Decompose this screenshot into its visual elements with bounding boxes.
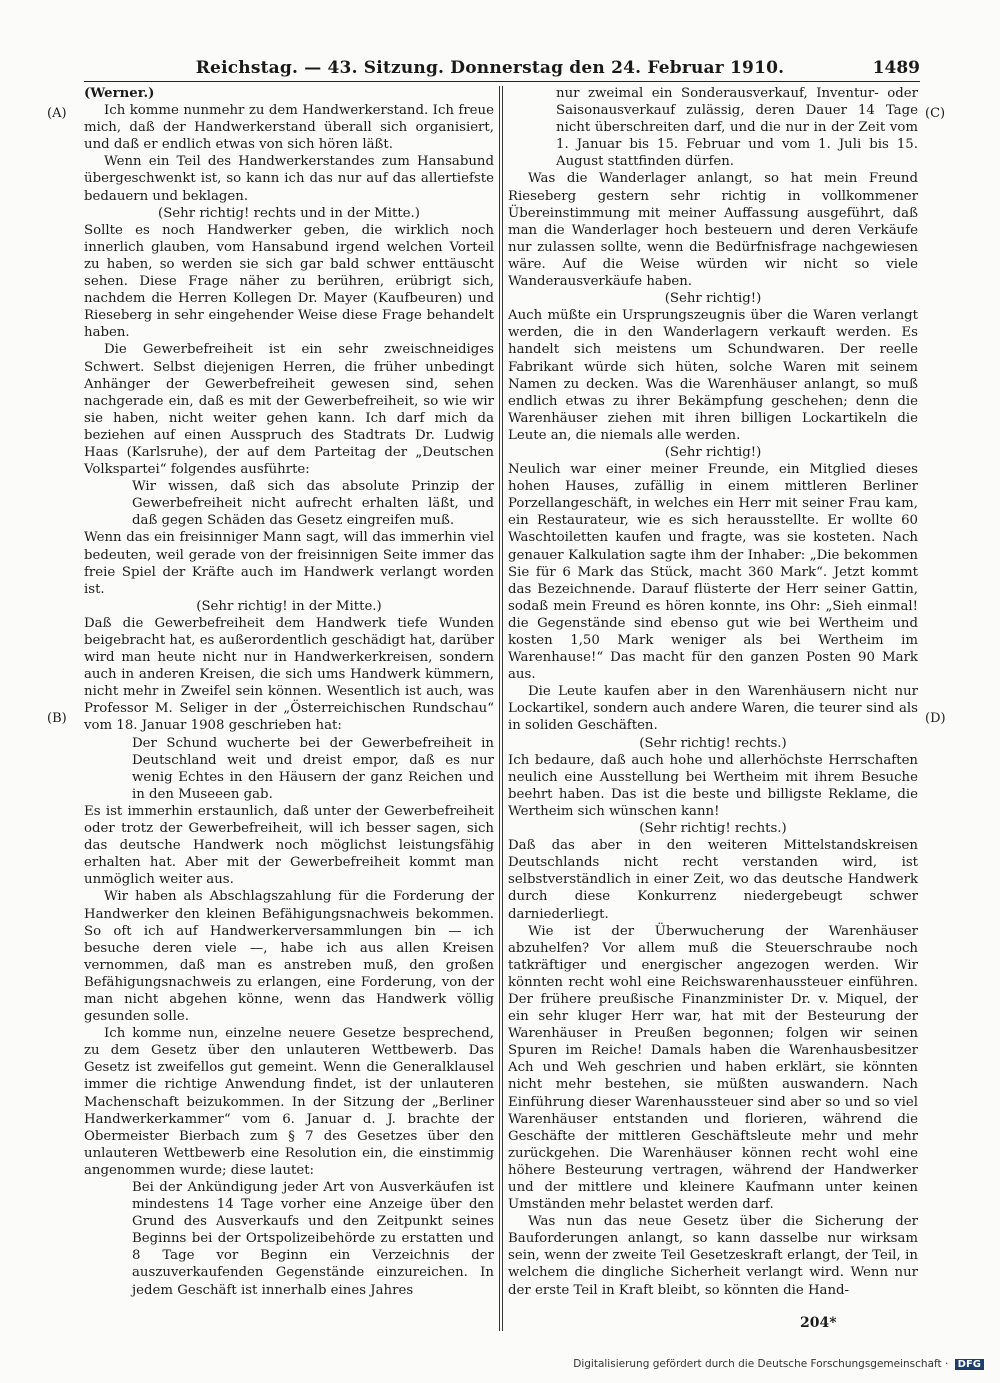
paragraph: Auch müßte ein Ursprungszeugnis über die Waren verlangt werden, die in den Wanderlagern verkauft werden. Es handelt sich meistens um Schundwaren. Der reelle Fabrikant würde sich hüten, solche Waren mit seinem Namen zu decken. Was die Warenhäuser anlangt, so muß endlich etwas zu ihrer Bekämpfung geschehen; denn die Warenhäuser ziehen mit ihren billigen Lockartikeln die Leute an, die niemals alle werden.	[508, 308, 918, 443]
margin-marker-b: (B)	[47, 711, 67, 726]
quote-paragraph: nur zweimal ein Sonderausverkauf, Inventur- oder Saisonausverkauf zulässig, deren Dauer 14 Tage nicht überschreiten darf, und die nur in der Zeit vom 1. Januar bis 15. Februar und vom 1. Juli bis 15. August stattfinden dürfen.	[556, 86, 918, 170]
paragraph: Ich bedaure, daß auch hohe und allerhöchste Herrschaften neulich eine Ausstellung bei Wertheim mit ihrem Besuche beehrt haben. Das ist die beste und billigste Reklame, die Wertheim sich wünschen kann!	[508, 752, 918, 819]
quote-paragraph: Der Schund wucherte bei der Gewerbefreiheit in Deutschland weit und dreist empor, daß es nur wenig Echtes in den Häusern der ganz Reichen und in den Museeen gab.	[132, 735, 494, 802]
right-column	[508, 85, 918, 1299]
page-header	[60, 58, 920, 82]
header-rule	[84, 81, 920, 82]
margin-marker-c: (C)	[925, 106, 946, 121]
page-number: 1489	[872, 58, 920, 78]
signature-mark: 204*	[800, 1315, 837, 1331]
interjection: (Sehr richtig! in der Mitte.)	[196, 598, 382, 614]
paragraph: Wir haben als Abschlagszahlung für die Forderung der Handwerker den kleinen Befähigungsnachweis bekommen. So oft ich auf Handwerkerversammlungen bin — ich besuche deren viele —, habe ich aus allen Kreisen vernommen, daß man es anstreben muß, den großen Befähigungsnachweis zu erlangen, eine Forderung, von der man nicht abgehen könne, wenn das Handwerk völlig gesunden solle.	[84, 889, 494, 1025]
paragraph: Was die Wanderlager anlangt, so hat mein Freund Rieseberg gestern sehr richtig in vollkommener Übereinstimmung mit meiner Auffassung ausgeführt, daß man die Wanderlager hoch besteuern und deren Verkäufe nur zulassen sollte, wenn die Bedürfnisfrage nachgewiesen wäre. Auf die Weise würden wir nicht so viele Wanderausverkäufe haben.	[508, 171, 918, 290]
quote-paragraph: Bei der Ankündigung jeder Art von Ausverkäufen ist mindestens 14 Tage vorher eine Anzeige über den Grund des Ausverkaufs und den Zeitpunkt seines Beginns bei der Ortspolizeibehörde zu erstatten und 8 Tage vor Beginn ein Verzeichnis der auszuverkaufenden Gegenstände einzureichen. In jedem Geschäft ist innerhalb eines Jahres	[132, 1180, 494, 1298]
margin-marker-a: (A)	[47, 106, 67, 121]
paragraph: Sollte es noch Handwerker geben, die wirklich noch innerlich glauben, vom Hansabund irgend welchen Vorteil zu haben, so werden sie sich gar bald schwer enttäuscht sehen. Diese Frage näher zu berühren, erübrigt sich, nachdem die Herren Kollegen Dr. Mayer (Kaufbeuren) und Rieseberg in sehr eingehender Weise diese Frage behandelt haben.	[84, 222, 494, 341]
interjection: (Sehr richtig! rechts.)	[639, 735, 787, 751]
page-title: Reichstag. — 43. Sitzung. Donnerstag den 24. Februar 1910.	[195, 58, 785, 78]
paragraph: Wenn ein Teil des Handwerkerstandes zum Hansabund übergeschwenkt ist, so kann ich das nur auf das allertiefste bedauern und beklagen.	[84, 154, 494, 204]
paragraph: Die Leute kaufen aber in den Warenhäusern nicht nur Lockartikel, sondern auch andere Waren, die teurer sind als in soliden Geschäften.	[508, 684, 918, 734]
left-column	[84, 85, 494, 1299]
paragraph: Die Gewerbefreiheit ist ein sehr zweischneidiges Schwert. Selbst diejenigen Herren, die früher unbedingt Anhänger der Gewerbefreiheit gewesen sind, sehen nachgerade ein, daß es mit der Gewerbefreiheit, so wie wir sie haben, nicht weiter gehen kann. Ich darf mich da beziehen auf einen Ausspruch des Stadtrats Dr. Ludwig Haas (Karlsruhe), der auf dem Parteitag der „Deutschen Volkspartei“ folgendes ausführte:	[84, 342, 494, 478]
paragraph: Daß das aber in den weiteren Mittelstandskreisen Deutschlands nicht recht verstanden wird, ist selbstverständlich in einer Zeit, wo das deutsche Handwerk durch diese Konkurrenz niedergebeugt schwer darniederliegt.	[508, 838, 918, 922]
column-divider-second	[502, 86, 503, 1331]
speaker-name: (Werner.)	[84, 86, 155, 101]
paragraph: Ich komme nunmehr zu dem Handwerkerstand. Ich freue mich, daß der Handwerkerstand überall sich organisiert, und daß er endlich etwas von sich hören läßt.	[84, 103, 494, 153]
footer-text: Digitalisierung gefördert durch die Deutsche Forschungsgemeinschaft ·	[573, 1358, 949, 1370]
paragraph: Daß die Gewerbefreiheit dem Handwerk tiefe Wunden beigebracht hat, es außerordentlich geschädigt hat, darüber wird man heute nicht nur in Handwerkerkreisen, sondern auch in anderen Kreisen, die sich ums Handwerk kümmern, nicht mehr in Zweifel sein können. Wesentlich ist auch, was Professor M. Seliger in der „Österreichischen Rundschau“ vom 18. Januar 1908 geschrieben hat:	[84, 615, 494, 734]
paragraph: Wie ist der Überwucherung der Warenhäuser abzuhelfen? Vor allem muß die Steuerschraube noch tatkräftiger und energischer angezogen werden. Wir könnten recht wohl eine Reichswarenhaussteuer einführen. Der frühere preußische Finanzminister Dr. v. Miquel, der ein sehr kluger Herr war, hat mit der Besteurung der Warenhäuser in Preußen begonnen; folgen wir seinen Spuren im Reiche! Damals haben die Warenhausbesitzer Ach und Weh geschrien und haben erklärt, sie könnten nicht mehr bestehen, sie müßten auswandern. Nach Einführung dieser Warenhaussteuer sind aber so und so viel Warenhäuser entstanden und florieren, während die Geschäfte der mittleren Geschäftsleute mehr und mehr zurückgehen. Die Warenhäuser können recht wohl eine höhere Besteurung vertragen, während der Handwerker und der mittlere und kleinere Kaufmann unter keinen Umständen mehr belastet werden darf.	[508, 923, 918, 1213]
interjection: (Sehr richtig! rechts und in der Mitte.)	[158, 205, 420, 221]
interjection: (Sehr richtig!)	[664, 444, 762, 460]
column-divider	[499, 86, 500, 1331]
interjection: (Sehr richtig!)	[664, 291, 762, 307]
paragraph: Was nun das neue Gesetz über die Sicherung der Bauforderungen anlangt, so kann dasselbe nur wirksam sein, wenn der zweite Teil Gesetzeskraft erlangt, der Teil, in welchem die dingliche Sicherheit verlangt wird. Wenn nur der erste Teil in Kraft bleibt, so könnten die Hand-	[508, 1214, 918, 1298]
paragraph: Es ist immerhin erstaunlich, daß unter der Gewerbefreiheit oder trotz der Gewerbefreiheit, will ich besser sagen, sich das deutsche Handwerk noch möglichst leistungsfähig erhalten hat. Aber mit der Gewerbefreiheit kommt man unmöglich weiter aus.	[84, 803, 494, 888]
interjection: (Sehr richtig! rechts.)	[639, 821, 787, 837]
margin-marker-d: (D)	[925, 711, 946, 726]
quote-paragraph: Wir wissen, daß sich das absolute Prinzip der Gewerbefreiheit nicht aufrecht erhalten läßt, und daß gegen Schäden das Gesetz eingreifen muß.	[132, 479, 494, 529]
paragraph: Ich komme nun, einzelne neuere Gesetze besprechend, zu dem Gesetz über den unlauteren Wettbewerb. Das Gesetz ist zweifellos gut gemeint. Wenn die Generalklausel immer die richtige Anwendung findet, ist der unlauteren Machenschaft beizukommen. In der Sitzung der „Berliner Handwerkerkammer“ vom 6. Januar d. J. brachte der Obermeister Bierbach zum § 7 des Gesetzes über den unlauteren Wettbewerb eine Resolution ein, die einstimmig angenommen wurde; diese lautet:	[84, 1026, 494, 1178]
footer-credit	[573, 1358, 984, 1370]
dfg-logo: DFG	[955, 1359, 984, 1370]
paragraph: Neulich war einer meiner Freunde, ein Mitglied dieses hohen Hauses, zufällig in einem mittleren Berliner Porzellangeschäft, in welches ein Herr mit seiner Frau kam, ein Restaurateur, wie es sich herausstellte. Er wollte 60 Waschtoiletten kaufen und fragte, was sie kosteten. Nach genauer Kalkulation sagte ihm der Inhaber: „Die bekommen Sie für 6 Mark das Stück, macht 360 Mark“. Jetzt kommt das Bezeichnende. Darauf flüsterte der Herr seiner Gattin, sodaß mein Freund es hören konnte, ins Ohr: „Sieh einmal! die Gegenstände sind ebenso gut wie bei Wertheim und kosten 1,50 Mark weniger als bei Wertheim im Warenhause!“ Das macht für den ganzen Posten 90 Mark aus.	[508, 462, 918, 683]
paragraph: Wenn das ein freisinniger Mann sagt, will das immerhin viel bedeuten, weil gerade von der freisinnigen Seite immer das freie Spiel der Kräfte auch im Handwerk verlangt worden ist.	[84, 530, 494, 597]
